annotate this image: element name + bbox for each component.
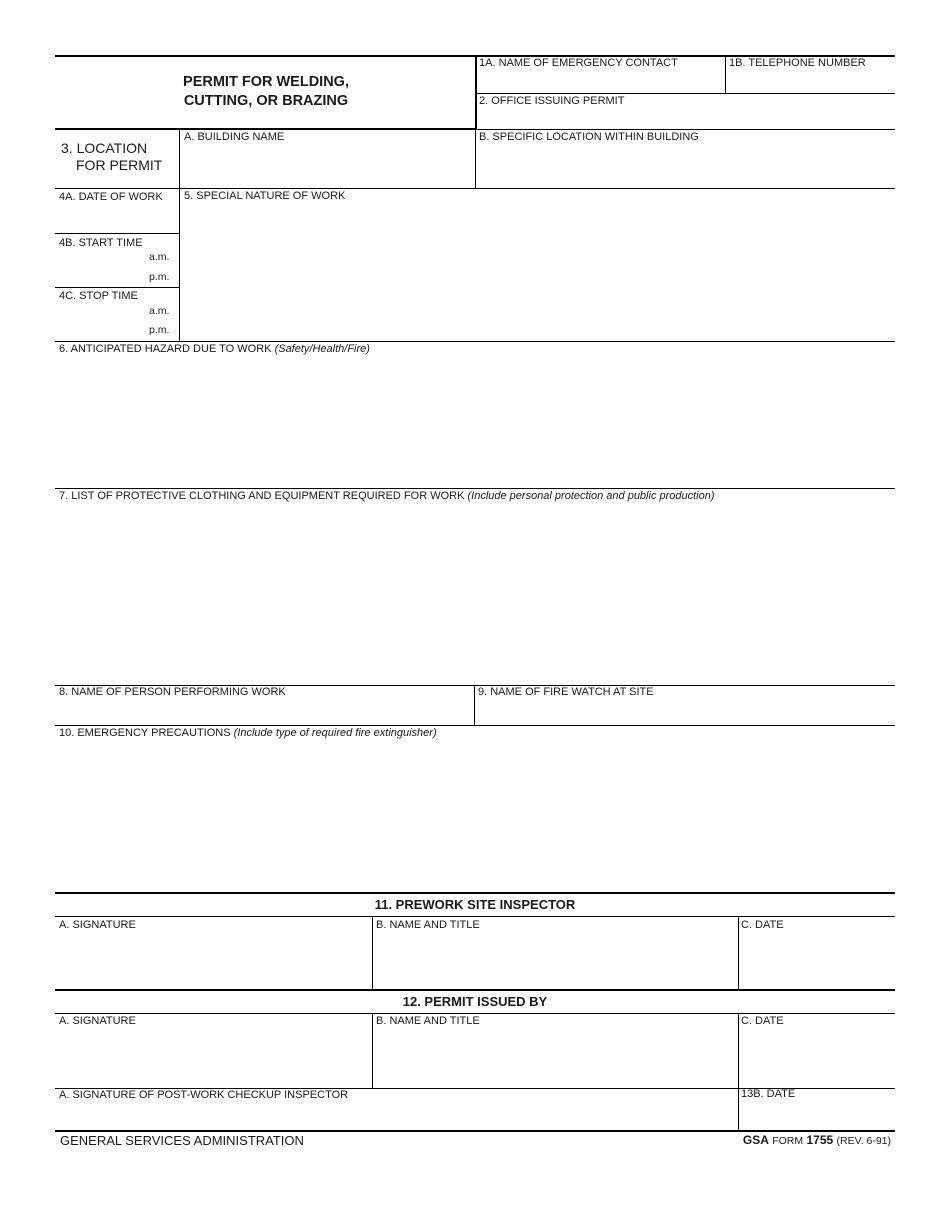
issuer-name-title-field[interactable] [373,1014,738,1088]
title-bottom-border [55,128,477,130]
telephone-number-field[interactable] [726,56,895,93]
location-for-permit-label [61,140,162,174]
protective-equipment-label [59,490,715,503]
postwork-inspector-signature-field[interactable] [55,1089,738,1130]
person-performing-work-field[interactable] [55,686,474,725]
footer-form-word: FORM [772,1135,804,1147]
fire-watch-field[interactable] [475,686,895,725]
specific-location-label: B. SPECIFIC LOCATION WITHIN BUILDING [479,131,699,143]
anticipated-hazard-note: (Safety/Health/Fire) [274,343,370,355]
start-time-label: 4B. START TIME [59,237,143,249]
prework-site-inspector-heading: 11. PREWORK SITE INSPECTOR [374,897,576,912]
person-performing-work-label: 8. NAME OF PERSON PERFORMING WORK [59,686,286,698]
issuer-signature-field[interactable] [55,1014,372,1088]
protective-equipment-note: (Include personal protection and public production) [467,490,715,502]
stop-am-label: a.m. [149,305,170,317]
start-pm-label: p.m. [149,271,170,283]
permit-issued-by-heading: 12. PERMIT ISSUED BY [402,994,548,1009]
specific-location-field[interactable] [476,131,895,188]
bottom-border [55,1130,895,1132]
emergency-precautions-field[interactable] [55,726,895,892]
anticipated-hazard-field[interactable] [55,342,895,488]
stop-pm-label: p.m. [149,324,170,336]
form-title [130,73,402,111]
location-label-line2: FOR PERMIT [76,157,163,173]
stop-time-label: 4C. STOP TIME [59,290,138,302]
rule [476,129,895,130]
issuer-name-title-label: B. NAME AND TITLE [376,1015,480,1027]
office-issuing-permit-field[interactable] [476,94,895,128]
protective-equipment-field[interactable] [55,489,895,685]
date-of-work-field[interactable] [55,189,179,233]
emergency-contact-field[interactable] [476,56,725,93]
issuer-date-field[interactable] [739,1014,895,1088]
footer-agency: GENERAL SERVICES ADMINISTRATION [60,1133,304,1148]
prework-date-label: C. DATE [741,919,784,931]
special-nature-of-work-field[interactable] [180,189,895,341]
section-11-border [55,892,895,894]
footer-form-number [743,1133,891,1147]
prework-name-title-label: B. NAME AND TITLE [376,919,480,931]
telephone-number-label: 1B. TELEPHONE NUMBER [729,57,866,69]
footer-rev: (REV. 6-91) [836,1135,891,1147]
prework-name-title-field[interactable] [373,917,738,989]
prework-date-field[interactable] [739,917,895,989]
section-12-border [55,989,895,991]
office-issuing-permit-label: 2. OFFICE ISSUING PERMIT [479,95,625,107]
fire-watch-label: 9. NAME OF FIRE WATCH AT SITE [478,686,654,698]
location-label-line1: 3. LOCATION [61,140,148,156]
building-name-field[interactable] [180,131,475,188]
start-time-field[interactable] [55,234,179,287]
emergency-precautions-note: (Include type of required fire extinguisher) [233,727,437,739]
prework-signature-label: A. SIGNATURE [59,919,136,931]
building-name-label: A. BUILDING NAME [184,131,285,143]
footer-gsa: GSA [742,1133,769,1147]
emergency-contact-label: 1A. NAME OF EMERGENCY CONTACT [479,57,678,69]
footer-form-no: 1755 [806,1133,834,1147]
special-nature-of-work-label: 5. SPECIAL NATURE OF WORK [184,190,346,202]
anticipated-hazard-title: 6. ANTICIPATED HAZARD DUE TO WORK [59,343,272,355]
postwork-date-field[interactable] [739,1089,895,1130]
prework-signature-field[interactable] [55,917,372,989]
form-title-line1: PERMIT FOR WELDING, [183,74,349,90]
emergency-precautions-label [59,727,437,740]
protective-equipment-title: 7. LIST OF PROTECTIVE CLOTHING AND EQUIPMENT REQUIRED FOR WORK [59,490,465,502]
anticipated-hazard-label [59,343,370,356]
form-title-line2: CUTTING, OR BRAZING [183,93,349,109]
postwork-inspector-signature-label: A. SIGNATURE OF POST-WORK CHECKUP INSPECTOR [59,1089,349,1101]
issuer-signature-label: A. SIGNATURE [59,1015,136,1027]
stop-time-field[interactable] [55,288,179,341]
date-of-work-label: 4A. DATE OF WORK [59,191,163,203]
start-am-label: a.m. [149,251,170,263]
postwork-date-label: 13B. DATE [741,1088,796,1100]
issuer-date-label: C. DATE [741,1015,784,1027]
emergency-precautions-title: 10. EMERGENCY PRECAUTIONS [59,727,231,739]
